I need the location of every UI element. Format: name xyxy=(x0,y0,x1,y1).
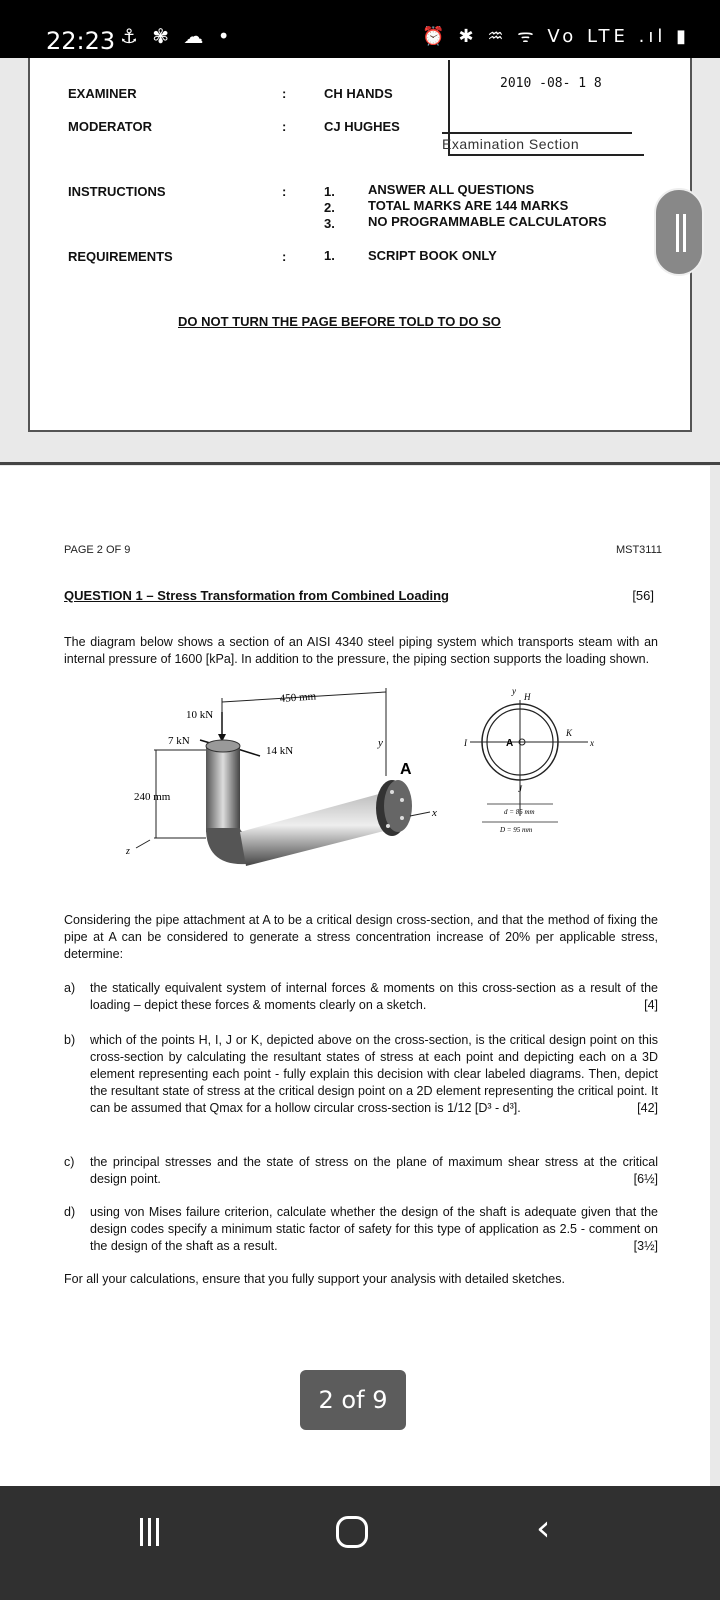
pipe-loading-diagram xyxy=(120,688,680,898)
page-divider xyxy=(0,462,720,465)
axis-x-label: x xyxy=(432,807,437,819)
instruction-3-text: NO PROGRAMMABLE CALCULATORS xyxy=(368,214,607,229)
stamp-department: Examination Section xyxy=(442,132,632,152)
status-time: 22:23 xyxy=(46,27,116,55)
pipe-vertical xyxy=(206,746,240,832)
part-a-label: a) xyxy=(64,981,76,995)
point-a-label: A xyxy=(400,761,412,778)
requirements-colon: : xyxy=(282,249,287,264)
part-b-text: which of the points H, I, J or K, depicted above on the cross-section, is the critical design point on this cross-section by calculating the resultant states of stress at each point and depicting each on a 3D element representing each point - fully explain this decision with clear labeled diagrams. Then, depict the resultant state of stress at the critical design point on a 2D element representing the critical point. It can be assumed that Qmax for a hollow circular cross-section is 1/12 [D³ - d³]. xyxy=(90,1033,658,1115)
pipe-horizontal xyxy=(240,792,396,866)
point-h-label: H xyxy=(524,692,531,702)
part-d-marks: [3½] xyxy=(633,1239,658,1253)
stamp-date: 2010 -08- 1 8 xyxy=(500,76,602,91)
requirement-1-text: SCRIPT BOOK ONLY xyxy=(368,248,497,263)
exam-page-2 xyxy=(0,466,710,1490)
cs-y-label: y xyxy=(512,688,516,696)
part-c-text: the principal stresses and the state of stress on the plane of maximum shear stress at the critical design point. xyxy=(90,1155,658,1186)
part-c-label: c) xyxy=(64,1155,75,1169)
moderator-value: CJ HUGHES xyxy=(324,119,400,134)
question-title: QUESTION 1 – Stress Transformation from Combined Loading xyxy=(64,588,449,603)
cover-page xyxy=(28,58,692,432)
part-c xyxy=(64,1154,658,1188)
recent-apps-icon[interactable] xyxy=(140,1518,162,1546)
instruction-2-text: TOTAL MARKS ARE 144 MARKS xyxy=(368,198,569,213)
part-b-label: b) xyxy=(64,1033,76,1047)
do-not-turn-notice: DO NOT TURN THE PAGE BEFORE TOLD TO DO SO xyxy=(178,314,501,329)
moderator-colon: : xyxy=(282,119,287,134)
axis-y-label: y xyxy=(378,737,383,749)
cs-x-label: x xyxy=(590,738,594,748)
part-d-text: using von Mises failure criterion, calculate whether the design of the shaft is adequate given that the design codes specify a minimum static factor of safety for this type of application as 2.5 - comment on the design of the shaft as a result. xyxy=(90,1205,658,1253)
outer-diameter-label: D = 95 mm xyxy=(500,826,533,834)
page-number-header: PAGE 2 OF 9 xyxy=(64,544,131,556)
home-icon[interactable] xyxy=(336,1516,368,1548)
instruction-3-num: 3. xyxy=(324,216,335,231)
instruction-1-text: ANSWER ALL QUESTIONS xyxy=(368,182,535,197)
examiner-value: CH HANDS xyxy=(324,86,393,101)
requirements-label: REQUIREMENTS xyxy=(68,249,173,264)
navigation-bar xyxy=(0,1486,720,1600)
part-a-marks: [4] xyxy=(644,998,658,1012)
notification-icons: ⚓ ✾ ☁ • xyxy=(120,24,234,48)
course-code-header: MST3111 xyxy=(615,544,662,556)
point-j-label: J xyxy=(518,784,522,794)
instruction-2-num: 2. xyxy=(324,200,335,215)
question-marks: [56] xyxy=(632,588,654,603)
instruction-1-num: 1. xyxy=(324,184,335,199)
instructions-colon: : xyxy=(282,184,287,199)
instructions-label: INSTRUCTIONS xyxy=(68,184,166,199)
back-icon[interactable]: ‹ xyxy=(536,1508,551,1549)
fast-scroll-handle[interactable] xyxy=(654,188,704,276)
question-intro: The diagram below shows a section of an AISI 4340 steel piping system which transports steam with an internal pressure of 1600 [kPa]. In addition to the pressure, the piping section supports the loading shown. xyxy=(64,635,658,666)
part-c-marks: [6½] xyxy=(633,1172,658,1186)
load-7kn-label: 7 kN xyxy=(168,735,190,747)
axis-z-label: z xyxy=(126,846,130,857)
load-14kn-label: 14 kN xyxy=(266,745,294,757)
critical-section-statement: Considering the pipe attachment at A to be a critical design cross-section, and that the method of fixing the pipe at A can be considered to generate a stress concentration increase of 20% per applicable stress, determine: xyxy=(64,913,658,961)
inner-diameter-label: d = 85 mm xyxy=(504,808,535,816)
examiner-colon: : xyxy=(282,86,287,101)
part-a xyxy=(64,980,658,1014)
page-indicator: 2 of 9 xyxy=(300,1370,406,1430)
examiner-label: EXAMINER xyxy=(68,86,137,101)
point-k-label: K xyxy=(566,728,573,738)
cross-section-view xyxy=(463,688,594,834)
part-b xyxy=(64,1032,658,1117)
cs-a-label: A xyxy=(506,738,514,749)
load-10kn-label: 10 kN xyxy=(186,709,214,721)
point-i-label: I xyxy=(464,738,467,748)
system-status-icons: ⏰ ✱ ♒ ᯤ Vo LTE .ıl ▮ xyxy=(422,26,690,47)
dim-240-label: 240 mm xyxy=(134,791,171,803)
requirement-1-num: 1. xyxy=(324,248,335,263)
part-d-label: d) xyxy=(64,1205,76,1219)
part-d xyxy=(64,1204,658,1255)
part-a-text: the statically equivalent system of internal forces & moments on this cross-section as a result of the loading – depict these forces & moments clearly on a sketch. xyxy=(90,981,658,1012)
part-b-marks: [42] xyxy=(637,1101,658,1115)
moderator-label: MODERATOR xyxy=(68,119,153,134)
final-note: For all your calculations, ensure that you fully support your analysis with detailed sketches. xyxy=(64,1272,565,1286)
dim-450-label: 450 mm xyxy=(279,690,317,705)
status-bar xyxy=(0,0,720,58)
